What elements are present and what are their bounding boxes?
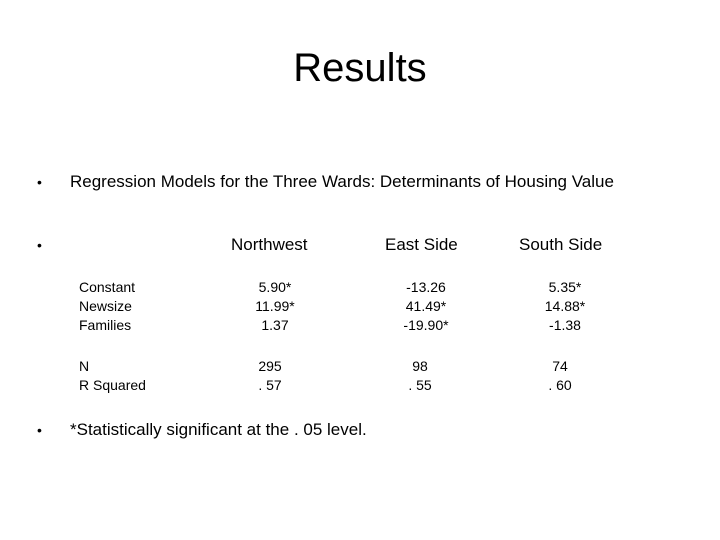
subtitle-text: Regression Models for the Three Wards: Determinants of Housing Value	[70, 172, 614, 191]
bullet-marker: •	[37, 174, 42, 190]
table-cell: -1.38	[549, 317, 581, 333]
table-cell: 295	[258, 358, 282, 374]
table-cell: 14.88*	[544, 298, 586, 314]
table-cell: 5.35*	[548, 279, 582, 295]
table-cell: 1.37	[261, 317, 289, 333]
row-label-newsize: Newsize	[79, 298, 132, 314]
column-header-south-side: South Side	[519, 235, 603, 254]
footnote-text: *Statistically significant at the . 05 level.	[70, 420, 367, 439]
bullet-marker: •	[37, 422, 42, 438]
table-cell: 98	[412, 358, 428, 374]
row-label-constant: Constant	[79, 279, 136, 295]
row-label-families: Families	[79, 317, 132, 333]
bullet-marker: •	[37, 237, 42, 253]
table-cell: 74	[552, 358, 568, 374]
slide-title: Results	[293, 46, 427, 90]
table-cell: 5.90*	[258, 279, 292, 295]
column-header-east-side: East Side	[385, 235, 458, 254]
table-cell: . 57	[258, 377, 282, 393]
table-cell: -13.26	[406, 279, 446, 295]
column-header-northwest: Northwest	[231, 235, 308, 254]
row-label-r-squared: R Squared	[79, 377, 146, 393]
row-label-n: N	[79, 358, 90, 374]
table-cell: -19.90*	[403, 317, 449, 333]
table-cell: . 55	[408, 377, 432, 393]
table-cell: 41.49*	[405, 298, 447, 314]
table-cell: . 60	[548, 377, 572, 393]
table-cell: 11.99*	[255, 298, 295, 314]
